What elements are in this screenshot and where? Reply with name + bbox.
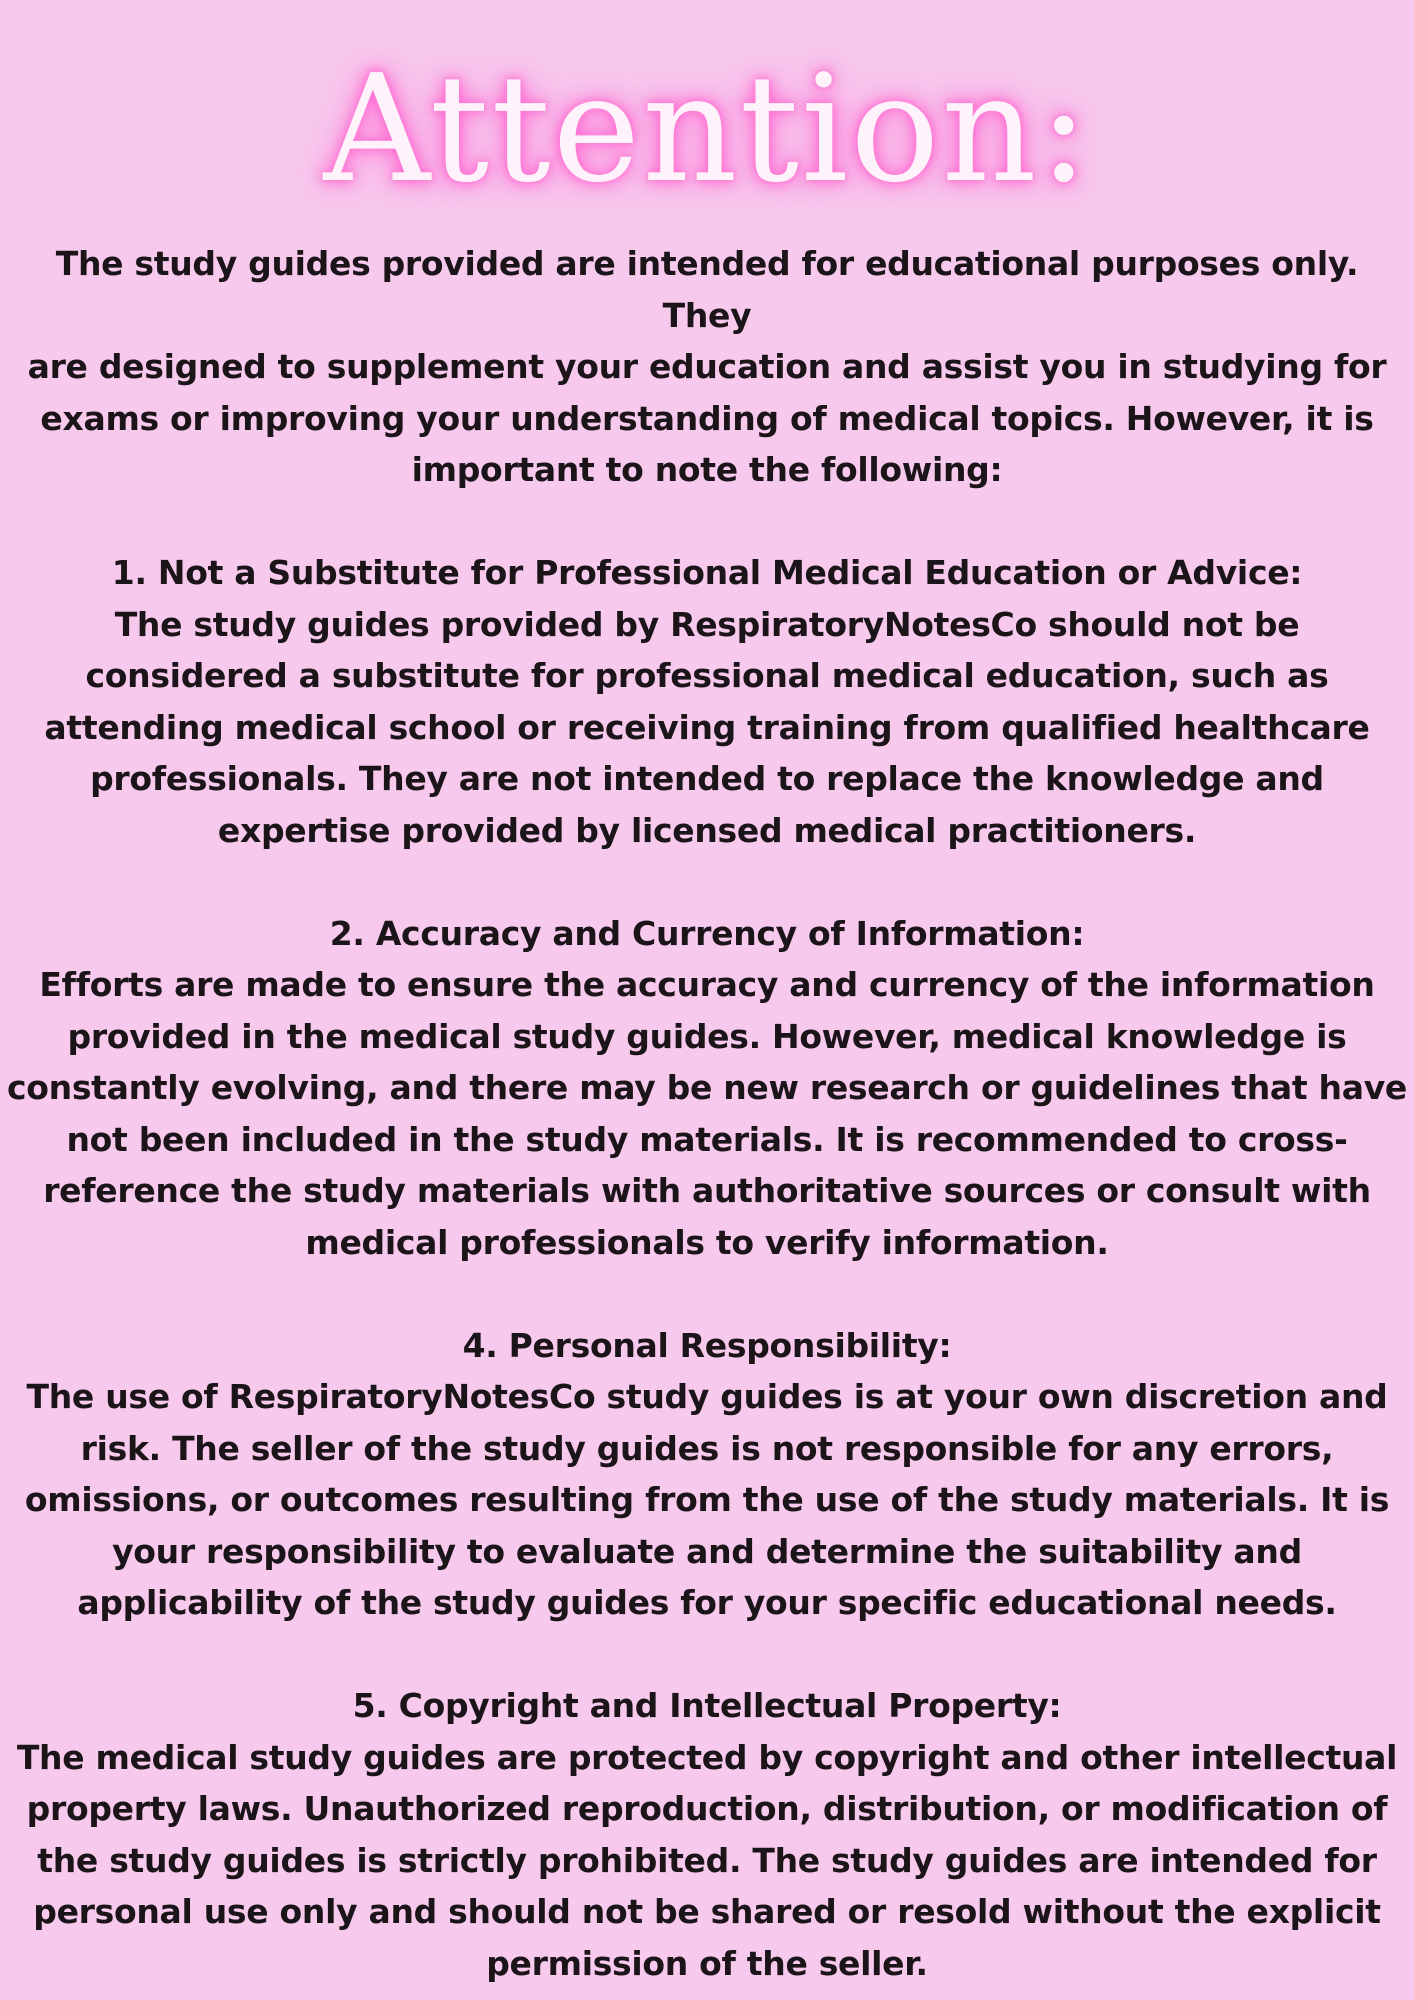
section-heading: 1. Not a Substitute for Professional Medical Education or Advice: [111, 553, 1303, 592]
intro-paragraph: The study guides provided are intended for educational purposes only. They are designed to supplement your education and assist you in studying for exams or improving your understanding of medical topics. However, it is important to note the following: [27, 244, 1387, 489]
section-body: The use of RespiratoryNotesCo study guides is at your own discretion and risk. The seller of the study guides is not responsible for any errors, omissions, or outcomes resulting from the use of the study materials. It is your responsibility to evaluate and determine the suitability and applicability of the study guides for your specific educational needs. [24, 1377, 1390, 1622]
section-heading: 2. Accuracy and Currency of Information: [329, 913, 1085, 953]
page-title: Attention: [323, 43, 1091, 215]
section-body: Efforts are made to ensure the accuracy and currency of the information provided in the medical study guides. However, medical knowledge is constantly evolving, and there may be new research or guidelines that have not been included in the study materials. It is recommended to cross- reference the study materials with authoritative sources or consult with medical professionals to verify information. [7, 965, 1407, 1262]
section-body: The study guides provided by RespiratoryNotesCo should not be considered a substitute for professional medical education, such as attending medical school or receiving training from qualified healthcare professionals. They are not intended to replace the knowledge and expertise provided by licensed medical practitioners. [44, 604, 1370, 850]
section-heading: 4. Personal Responsibility: [462, 1325, 952, 1365]
section-personal-responsibility [6, 1320, 1408, 1629]
section-heading: 5. Copyright and Intellectual Property: [352, 1686, 1062, 1725]
section-copyright [6, 1680, 1408, 1989]
section-accuracy-currency [6, 908, 1408, 1269]
title-area [6, 0, 1408, 238]
section-not-a-substitute [6, 547, 1408, 856]
disclaimer-body [6, 238, 1408, 1989]
section-body: The medical study guides are protected by copyright and other intellectual property laws. Unauthorized reproduction, distribution, or modification of the study guides is strictly prohibited. The study guides are intended for personal use only and should not be shared or resold without the explicit permission of the seller. [16, 1737, 1398, 1983]
